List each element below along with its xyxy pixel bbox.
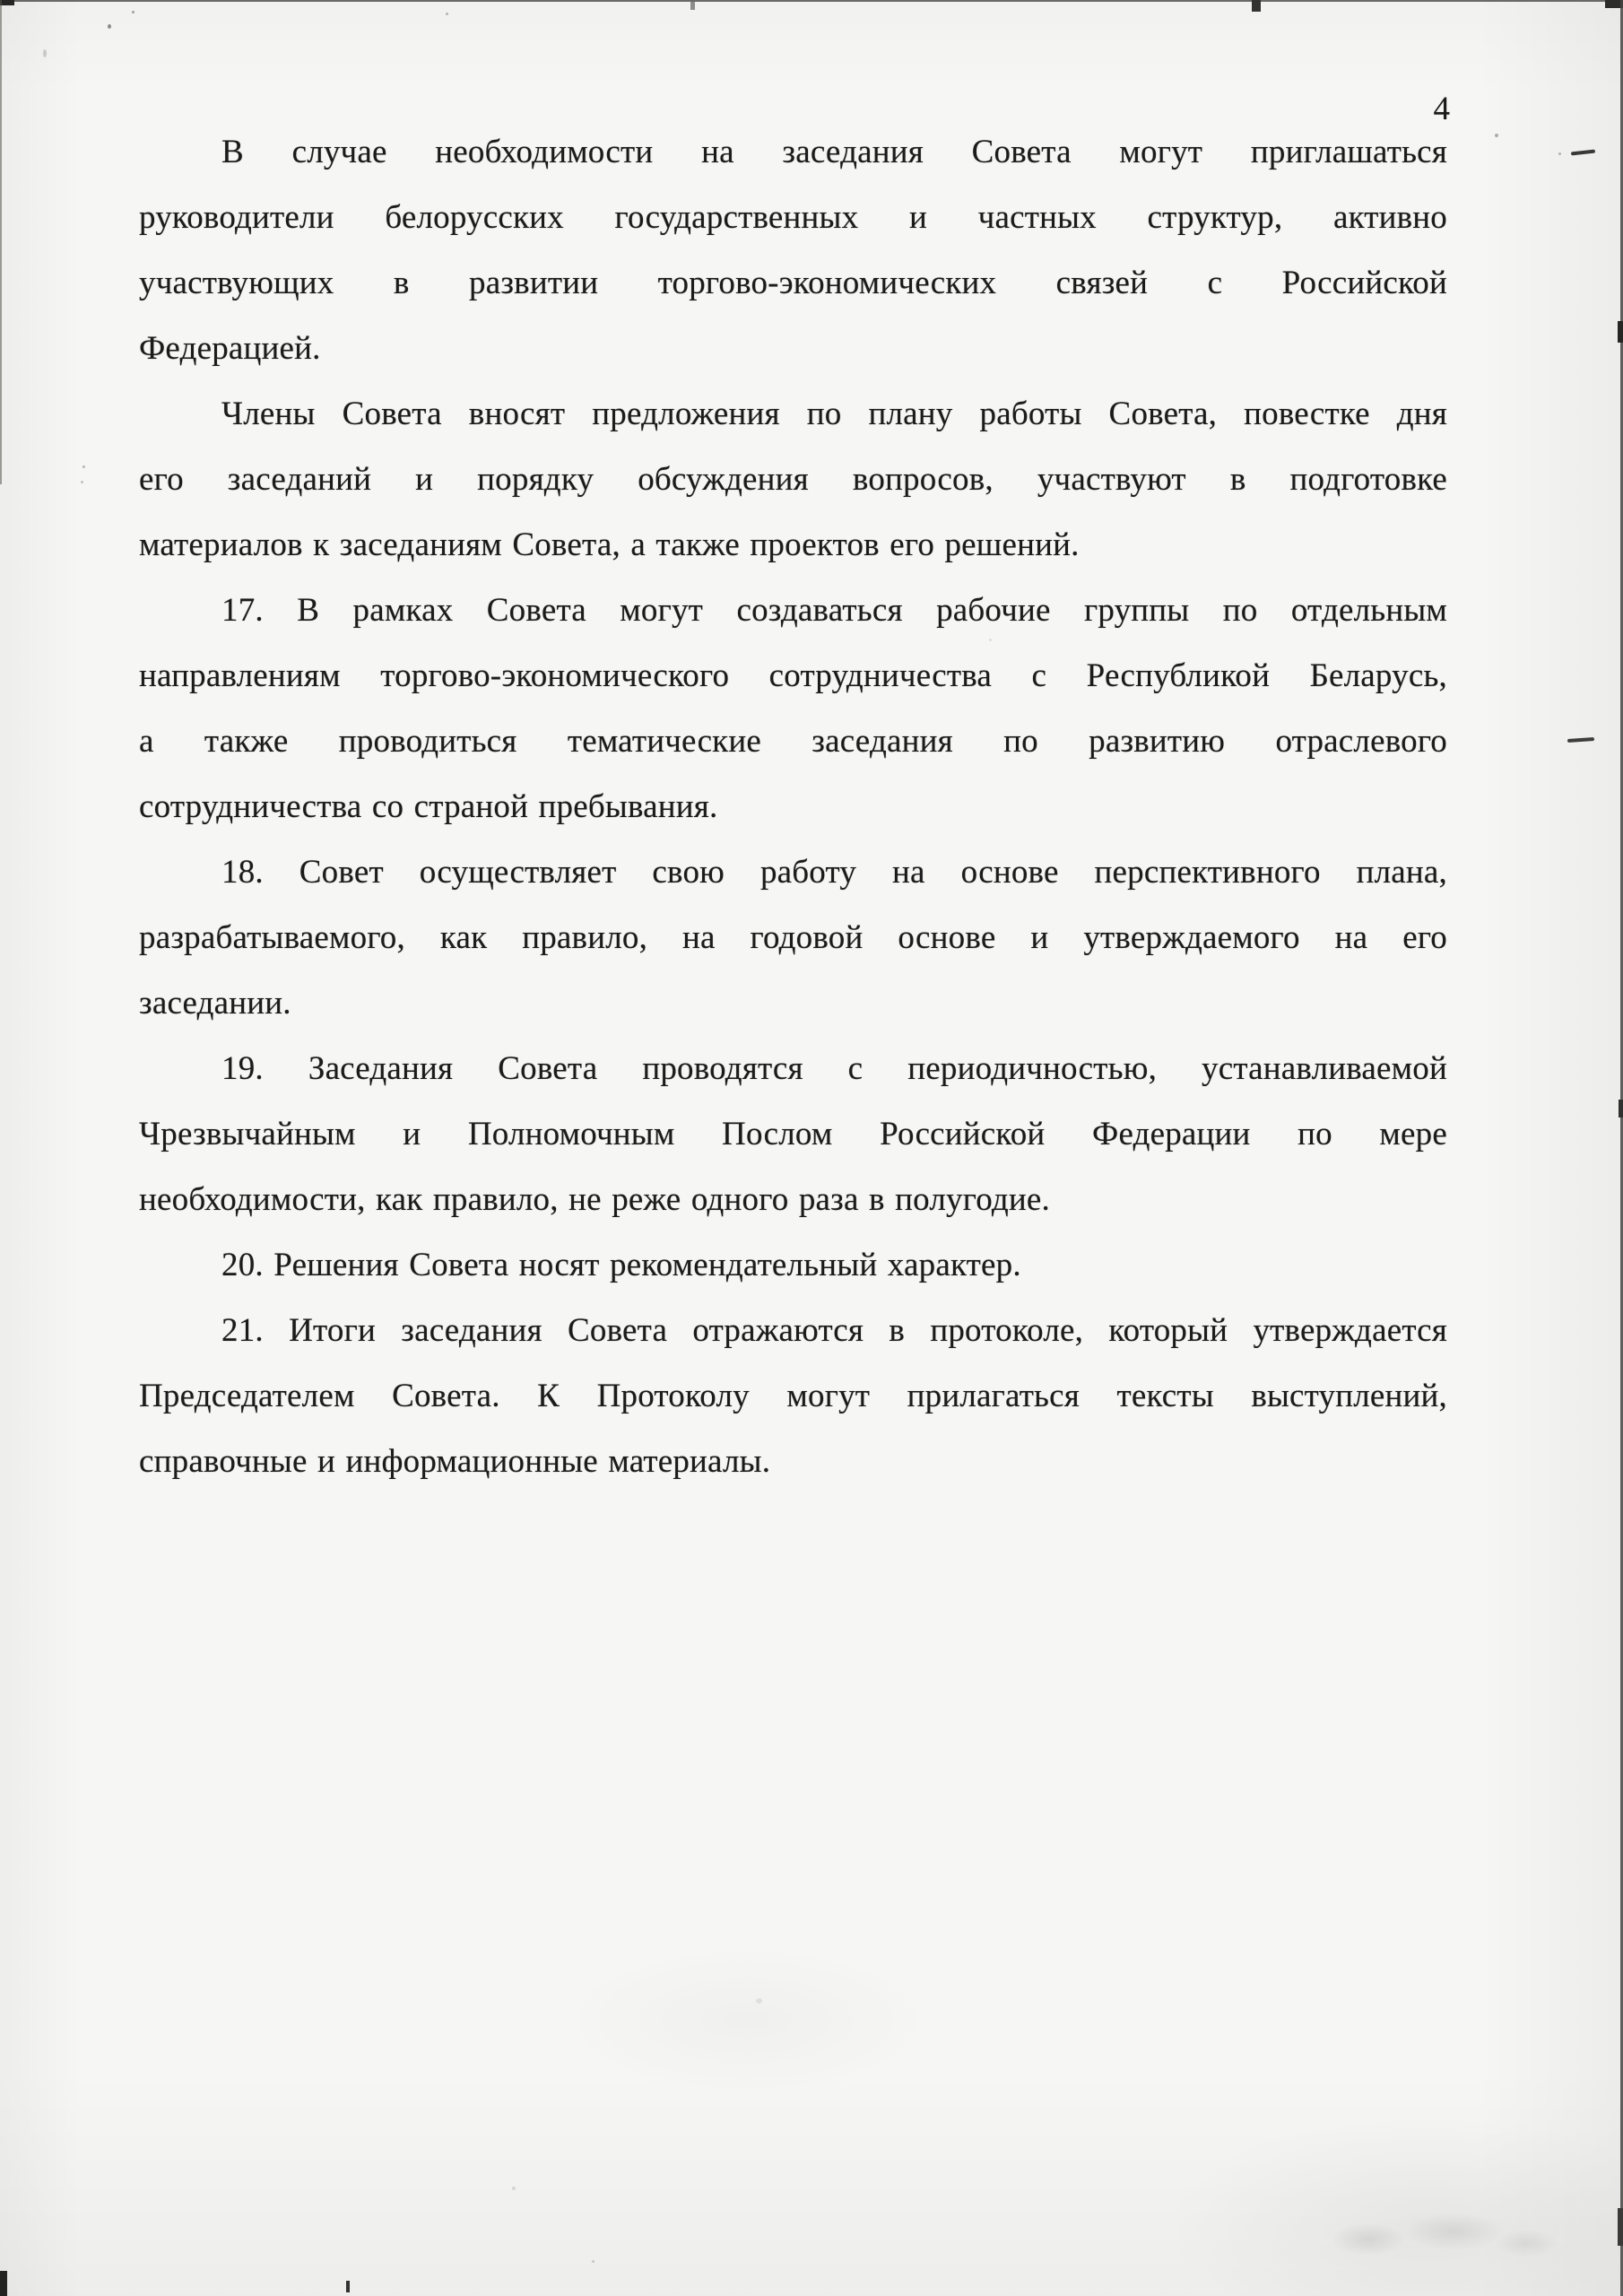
text-line: справочные и информационные материалы.	[139, 1443, 771, 1480]
scan-speck	[512, 2187, 516, 2190]
scan-speck	[82, 465, 85, 468]
text-line: 17. В рамках Совета могут создаваться рабочие группы по отдельным	[221, 592, 1447, 629]
scan-speck	[132, 11, 135, 13]
paragraph-clause-17	[139, 578, 1447, 839]
text-line: 20. Решения Совета носят рекомендательный характер.	[221, 1247, 1021, 1283]
scan-speck	[1495, 134, 1498, 137]
text-line: направлениям торгово-экономического сотрудничества с Республикой Беларусь,	[139, 657, 1447, 694]
text-line: материалов к заседаниям Совета, а также проектов его решений.	[139, 526, 1080, 563]
scan-artifact-top-right-corner	[1605, 0, 1623, 8]
scan-artifact-smudge	[1282, 2197, 1569, 2274]
scan-speck	[1558, 152, 1561, 155]
scan-artifact-dash	[1571, 150, 1595, 156]
paragraph-clause-18	[139, 839, 1447, 1036]
paragraph-clause-20	[139, 1232, 1447, 1298]
text-line: руководители белорусских государственных и частных структур, активно	[139, 199, 1447, 236]
scan-artifact-right-nub	[1618, 321, 1623, 343]
text-line: сотрудничества со страной пребывания.	[139, 788, 718, 825]
scan-artifact-bottom-left-corner	[0, 2271, 7, 2296]
text-line: разрабатываемого, как правило, на годовой основе и утверждаемого на его	[139, 919, 1447, 956]
document-text-block	[139, 119, 1447, 1494]
text-line: В случае необходимости на заседания Совета могут приглашаться	[221, 134, 1447, 170]
paragraph-clause-21	[139, 1298, 1447, 1494]
scan-artifact-dash	[1567, 737, 1594, 743]
paragraph-intro-continuation	[139, 119, 1447, 381]
text-line: Председателем Совета. К Протоколу могут прилагаться тексты выступлений,	[139, 1378, 1447, 1414]
scan-speck	[81, 481, 83, 483]
scan-artifact-top-left-corner	[0, 0, 14, 5]
paragraph-clause-19	[139, 1036, 1447, 1232]
text-line: а также проводиться тематические заседания по развитию отраслевого	[139, 723, 1447, 760]
scan-speck	[756, 1998, 762, 2004]
scan-speck	[43, 49, 47, 57]
scan-artifact-right-nub	[1618, 2208, 1623, 2246]
text-line: Федерацией.	[139, 330, 321, 367]
scan-artifact-left-edge	[0, 0, 2, 484]
scan-artifact-right-nub	[1619, 1100, 1623, 1118]
scan-artifact-top-edge	[0, 0, 1623, 2]
scan-speck	[446, 13, 448, 15]
text-line: 21. Итоги заседания Совета отражаются в протоколе, который утверждается	[221, 1312, 1447, 1349]
text-line: заседании.	[139, 985, 291, 1022]
scan-artifact-top-tick	[690, 2, 695, 10]
scan-speck	[108, 24, 111, 29]
text-line: Члены Совета вносят предложения по плану работы Совета, повестке дня	[221, 396, 1447, 432]
scan-artifact-top-tick	[1252, 0, 1261, 12]
scan-speck	[592, 2260, 595, 2263]
text-line: Чрезвычайным и Полномочным Послом Российской Федерации по мере	[139, 1116, 1447, 1152]
text-line: 18. Совет осуществляет свою работу на основе перспективного плана,	[221, 854, 1447, 891]
text-line: необходимости, как правило, не реже одного раза в полугодие.	[139, 1181, 1050, 1218]
paragraph-members	[139, 381, 1447, 578]
text-line: участвующих в развитии торгово-экономических связей с Российской	[139, 265, 1447, 301]
text-line: его заседаний и порядку обсуждения вопросов, участвуют в подготовке	[139, 461, 1447, 498]
scan-artifact-bottom-tick	[346, 2281, 350, 2292]
page-number: 4	[1433, 91, 1450, 127]
text-line: 19. Заседания Совета проводятся с периодичностью, устанавливаемой	[221, 1050, 1447, 1087]
